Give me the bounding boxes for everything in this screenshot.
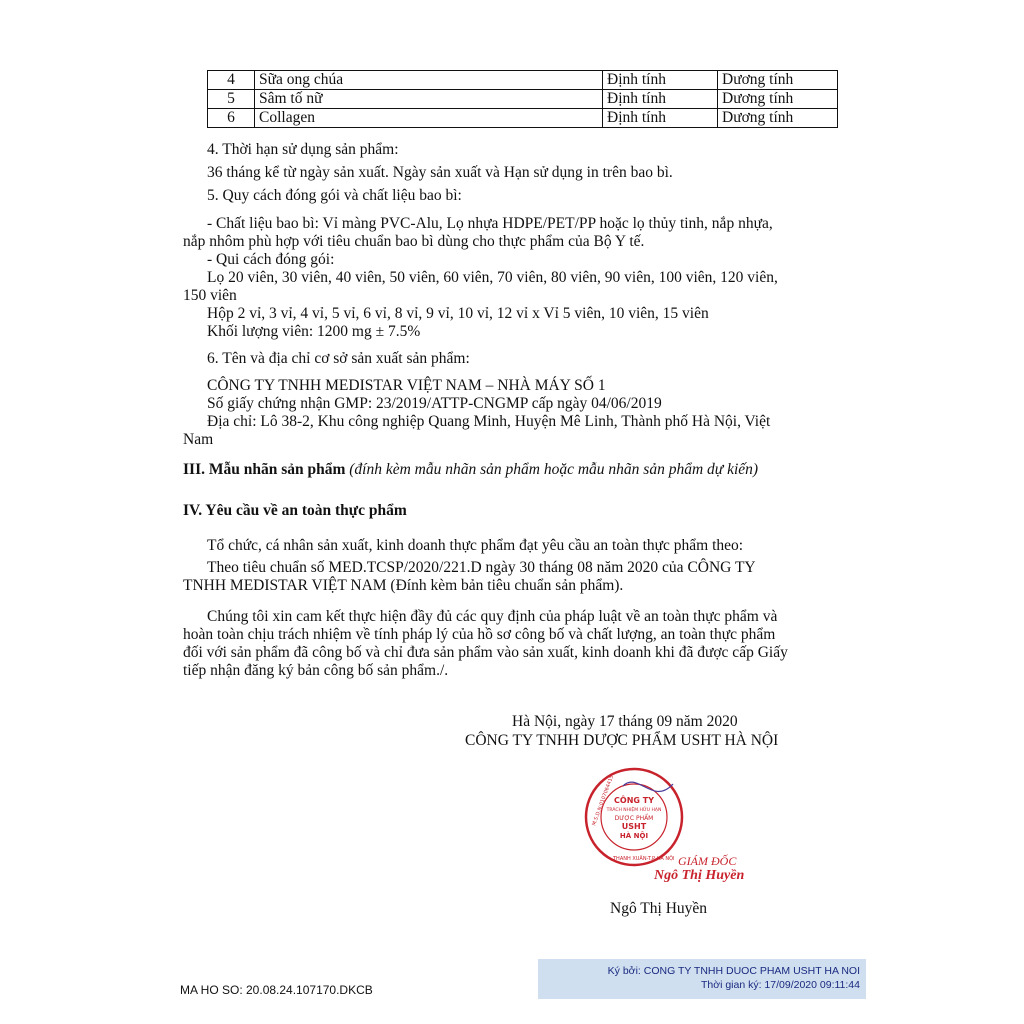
bottle-line-1: Lọ 20 viên, 30 viên, 40 viên, 50 viên, 60 viên, 70 viên, 80 viên, 90 viên, 100 viên, 120 viên,: [207, 269, 778, 286]
part4-heading: IV. Yêu cầu về an toàn thực phẩm: [183, 502, 407, 519]
commit-line-3: đối với sản phẩm đã công bố và chỉ đưa sản phẩm vào sản xuất, kinh doanh khi đã được cấp Giấy: [183, 644, 788, 661]
signed-time: Thời gian ký: 17/09/2020 09:11:44: [700, 979, 860, 991]
box-line: Hộp 2 vỉ, 3 vỉ, 4 vỉ, 5 vỉ, 6 vỉ, 8 vỉ, 9 vỉ, 10 vỉ, 12 vỉ x Vỉ 5 viên, 10 viên, 15 viên: [207, 305, 709, 322]
company-seal-stamp: [583, 766, 685, 868]
handwritten-signature: Ngô Thị Huyền: [654, 868, 745, 883]
ingredient-name: Collagen: [255, 109, 603, 128]
table-row: [208, 71, 838, 90]
table-row: [208, 109, 838, 128]
director-title: GIÁM ĐỐC: [678, 854, 737, 868]
svg-text:CÔNG TY: CÔNG TY: [614, 796, 654, 805]
part3-heading: III. Mẫu nhãn sản phẩm: [183, 461, 346, 478]
packing-heading: - Qui cách đóng gói:: [207, 251, 335, 268]
manufacturer-name: CÔNG TY TNHH MEDISTAR VIỆT NAM – NHÀ MÁY SỐ 1: [207, 377, 606, 394]
test-result: Dương tính: [718, 109, 838, 128]
svg-text:DƯỢC PHẨM: DƯỢC PHẨM: [614, 815, 654, 822]
section6-heading: 6. Tên và địa chỉ cơ sở sản xuất sản phẩm:: [207, 350, 470, 367]
svg-text:M.S.D.N:0107064415: M.S.D.N:0107064415: [591, 774, 616, 827]
row-number: 6: [208, 109, 255, 128]
signed-by: Ký bởi: CONG TY TNHH DUOC PHAM USHT HA NOI: [607, 965, 860, 977]
bottle-line-2: 150 viên: [183, 287, 237, 304]
standard-line-2: TNHH MEDISTAR VIỆT NAM (Đính kèm bản tiêu chuẩn sản phẩm).: [183, 577, 624, 594]
test-result: Dương tính: [718, 90, 838, 109]
material-line-1: - Chất liệu bao bì: Vỉ màng PVC-Alu, Lọ nhựa HDPE/PET/PP hoặc lọ thủy tinh, nắp nhựa,: [207, 215, 773, 232]
ingredient-name: Sữa ong chúa: [255, 71, 603, 90]
part3-note: (đính kèm mẫu nhãn sản phẩm hoặc mẫu nhãn sản phẩm dự kiến): [349, 461, 759, 478]
material-line-2: nắp nhôm phù hợp với tiêu chuẩn bao bì dùng cho thực phẩm của Bộ Y tế.: [183, 233, 645, 250]
svg-text:TRÁCH NHIỆM HỮU HẠN: TRÁCH NHIỆM HỮU HẠN: [606, 808, 662, 813]
standard-line-1: Theo tiêu chuẩn số MED.TCSP/2020/221.D ngày 30 tháng 08 năm 2020 của CÔNG TY: [207, 559, 756, 576]
row-number: 4: [208, 71, 255, 90]
gmp-certificate: Số giấy chứng nhận GMP: 23/2019/ATTP-CNGMP cấp ngày 04/06/2019: [207, 395, 662, 412]
svg-text:THANH XUÂN-T.P HÀ NỘI: THANH XUÂN-T.P HÀ NỘI: [613, 856, 675, 862]
digital-signature-box: [538, 959, 866, 999]
row-number: 5: [208, 90, 255, 109]
section4-text: 36 tháng kể từ ngày sản xuất. Ngày sản xuất và Hạn sử dụng in trên bao bì.: [207, 164, 673, 181]
section4-heading: 4. Thời hạn sử dụng sản phẩm:: [207, 141, 399, 158]
signature-date: Hà Nội, ngày 17 tháng 09 năm 2020: [512, 713, 738, 730]
commit-line-1: Chúng tôi xin cam kết thực hiện đầy đủ các quy định của pháp luật về an toàn thực phẩm và: [207, 608, 778, 625]
signature-company: CÔNG TY TNHH DƯỢC PHẨM USHT HÀ NỘI: [465, 732, 779, 749]
ingredient-name: Sâm tố nữ: [255, 90, 603, 109]
part4-intro: Tổ chức, cá nhân sản xuất, kinh doanh thực phẩm đạt yêu cầu an toàn thực phẩm theo:: [207, 537, 744, 554]
address-line-1: Địa chỉ: Lô 38-2, Khu công nghiệp Quang Minh, Huyện Mê Linh, Thành phố Hà Nội, Việt: [207, 413, 771, 430]
part3-line: [183, 460, 758, 479]
svg-text:HÀ NỘI: HÀ NỘI: [619, 832, 649, 840]
commit-line-4: tiếp nhận đăng ký bản công bố sản phẩm./.: [183, 662, 449, 679]
svg-text:USHT: USHT: [621, 822, 647, 831]
ingredient-table: [207, 70, 838, 128]
test-method: Định tính: [603, 109, 718, 128]
commit-line-2: hoàn toàn chịu trách nhiệm về tính pháp lý của hồ sơ công bố và chất lượng, an toàn thực phẩm: [183, 626, 776, 643]
table-row: [208, 90, 838, 109]
test-result: Dương tính: [718, 71, 838, 90]
signer-printed-name: Ngô Thị Huyền: [610, 900, 708, 917]
weight-line: Khối lượng viên: 1200 mg ± 7.5%: [207, 323, 421, 340]
test-method: Định tính: [603, 71, 718, 90]
test-method: Định tính: [603, 90, 718, 109]
address-line-2: Nam: [183, 431, 214, 448]
record-code: MA HO SO: 20.08.24.107170.DKCB: [180, 983, 373, 997]
section5-heading: 5. Quy cách đóng gói và chất liệu bao bì:: [207, 187, 462, 204]
